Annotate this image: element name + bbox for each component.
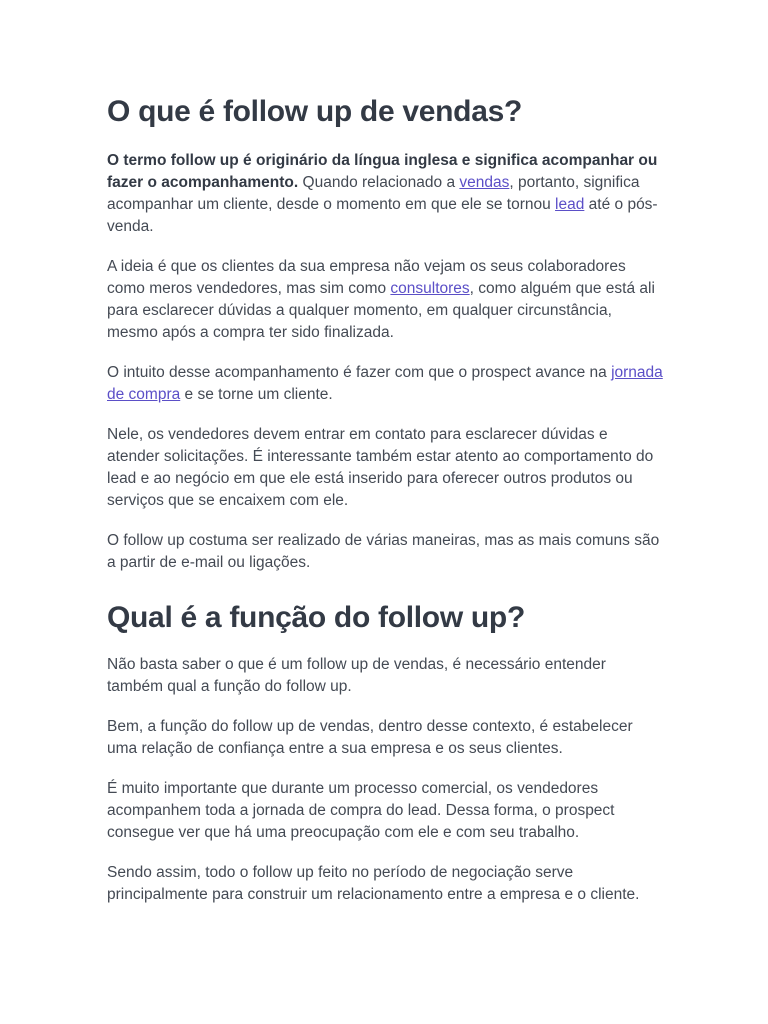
article-body	[107, 94, 663, 906]
paragraph-text: , como alguém que está ali para esclarecer dúvidas a qualquer momento, em qualquer circunstância, mesmo após a compra ter sido finalizada.	[107, 280, 655, 341]
paragraph-definition	[107, 150, 663, 238]
paragraph-text: , portanto, significa acompanhar um cliente, desde o momento em que ele se tornou	[107, 174, 640, 213]
paragraph-purpose	[107, 362, 663, 406]
paragraph-trust: Bem, a função do follow up de vendas, dentro desse contexto, é estabelecer uma relação de confiança entre a sua empresa e os seus clientes.	[107, 718, 633, 757]
section-heading-what-is-follow-up: O que é follow up de vendas?	[107, 95, 522, 128]
paragraph-text: O intuito desse acompanhamento é fazer com que o prospect avance na	[107, 364, 612, 381]
link-consultores[interactable]: consultores	[390, 280, 470, 297]
link-lead[interactable]: lead	[555, 196, 585, 213]
section-heading-function-of-follow-up: Qual é a função do follow up?	[107, 601, 525, 634]
paragraph-idea	[107, 256, 663, 344]
paragraph-text: A ideia é que os clientes da sua empresa não vejam os seus colaboradores como meros vendedores, mas sim como	[107, 258, 626, 297]
bold-definition-text: O termo follow up é originário da língua inglesa e significa acompanhar ou fazer o acompanhamento.	[107, 152, 658, 191]
link-jornada-de-compra[interactable]: jornada de compra	[107, 364, 663, 403]
paragraph-sellers-contact: Nele, os vendedores devem entrar em contato para esclarecer dúvidas e atender solicitações. É interessante também estar atento ao comportamento do lead e ao negócio em que ele está inserido para oferecer outros produtos ou serviços que se encaixem com ele.	[107, 426, 654, 509]
paragraph-text: Quando relacionado a	[298, 174, 460, 191]
paragraph-relationship: Sendo assim, todo o follow up feito no período de negociação serve principalmente para construir um relacionamento entre a empresa e o cliente.	[107, 864, 640, 903]
paragraph-important: É muito importante que durante um processo comercial, os vendedores acompanhem toda a jornada de compra do lead. Dessa forma, o prospect consegue ver que há uma preocupação com ele e com seu trabalho.	[107, 780, 615, 841]
paragraph-text: e se torne um cliente.	[180, 386, 333, 403]
link-vendas[interactable]: vendas	[459, 174, 510, 191]
paragraph-channels: O follow up costuma ser realizado de várias maneiras, mas as mais comuns são a partir de e-mail ou ligações.	[107, 532, 660, 571]
paragraph-not-enough: Não basta saber o que é um follow up de vendas, é necessário entender também qual a função do follow up.	[107, 656, 606, 695]
paragraph-text: até o pós-venda.	[107, 196, 658, 235]
